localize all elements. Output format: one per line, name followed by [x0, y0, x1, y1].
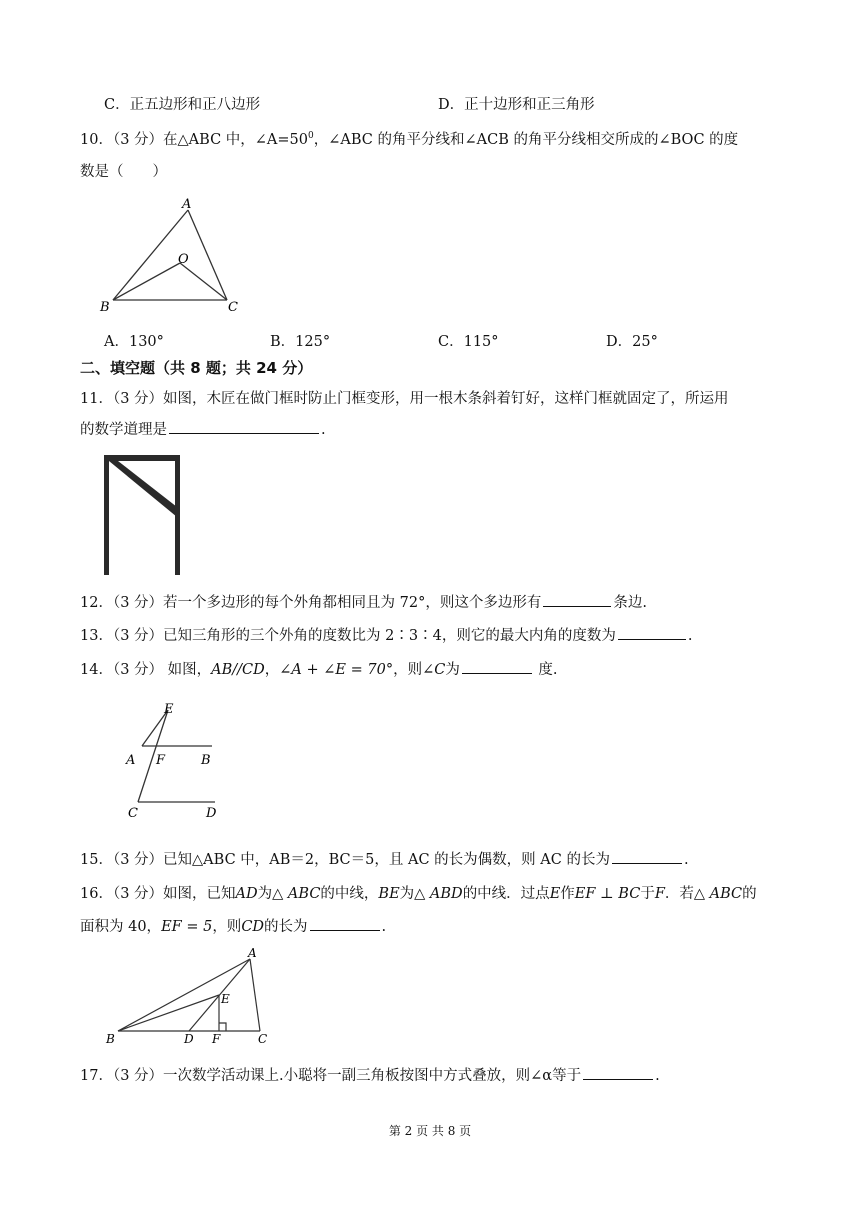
q14-label-c: C	[128, 806, 138, 821]
q16-math-e: E	[549, 886, 561, 902]
q11-period: .	[321, 422, 326, 438]
q16-text-f: 作	[560, 886, 575, 902]
q10-side-ac	[188, 210, 227, 300]
q17-answer-blank[interactable]	[583, 1065, 653, 1080]
q16-math-triangle-abc: △ ABC	[272, 886, 321, 902]
q14-math-angle-c: ∠C	[422, 662, 446, 678]
q16-text-e: 的中线．过点	[462, 886, 550, 902]
q16-math-cd: CD	[241, 919, 265, 935]
q16-right-angle-mark	[219, 1023, 226, 1031]
q16-side-ba	[118, 959, 250, 1031]
q16-math-triangle-abd: △ ABD	[414, 886, 463, 902]
section-heading-fill-in: 二、填空题（共 8 题；共 24 分）	[80, 359, 313, 377]
q14-line	[80, 658, 558, 679]
q10-triangle-figure	[96, 193, 256, 318]
q14-label-b: B	[201, 753, 211, 768]
q16-math-triangle-abc-2: △ ABC	[693, 886, 743, 902]
q16-text-b: 为	[257, 886, 273, 902]
q14-answer-blank[interactable]	[462, 659, 532, 674]
q11-diagonal-brace	[109, 461, 177, 517]
q16-text-length: 的长为	[264, 919, 308, 935]
q9-option-c: C．正五边形和正八边形	[104, 97, 261, 113]
q12-suffix: 条边.	[613, 595, 647, 611]
q16-math-ad: AD	[235, 886, 258, 902]
q16-label-e: E	[221, 992, 230, 1006]
q16-label-d: D	[184, 1032, 194, 1046]
q10-line2: 数是（ ）	[80, 164, 167, 180]
q10-segment-bo	[113, 263, 180, 300]
q16-answer-blank[interactable]	[310, 916, 380, 931]
q16-text-a: 16．（3 分）如图，已知	[80, 886, 236, 902]
q14-label-a: A	[126, 753, 136, 768]
q10-option-a: A．130°	[104, 334, 164, 350]
q14-parallel-lines-figure	[120, 700, 230, 825]
q16-label-a: A	[248, 946, 257, 960]
q12-text: 12．（3 分）若一个多边形的每个外角都相同且为 72°，则这个多边形有	[80, 595, 542, 611]
q10-text-a: 10．（3 分）在△ABC 中，∠A=50	[80, 132, 309, 148]
q11-line2	[80, 418, 326, 439]
q14-label-f: F	[156, 753, 166, 768]
q10-segment-oc	[180, 263, 227, 300]
q11-frame-left	[104, 455, 109, 575]
q17-line	[80, 1064, 660, 1085]
q10-side-ab	[113, 210, 188, 300]
q16-text-g: 于	[640, 886, 655, 902]
q11-line1: 11．（3 分）如图，木匠在做门框时防止门框变形，用一根木条斜着钉好，这样门框就固定了，所运用	[80, 391, 729, 407]
q13-suffix: .	[687, 628, 693, 644]
q16-text-c: 的中线，	[320, 886, 379, 902]
q15-answer-blank[interactable]	[612, 849, 682, 864]
q14-label-d: D	[206, 806, 217, 821]
q10-label-o: O	[178, 252, 189, 267]
q10-label-a: A	[182, 197, 192, 212]
q11-door-frame-figure	[104, 455, 182, 577]
q10-superscript: 0	[308, 131, 314, 142]
q16-triangle-figure	[102, 945, 282, 1049]
q10-line1	[80, 128, 738, 149]
q14-text-c: ，则	[393, 662, 423, 678]
q16-math-be: BE	[378, 886, 400, 902]
q10-option-c: C．115°	[438, 334, 499, 350]
q12-answer-blank[interactable]	[543, 592, 611, 607]
q16-line1	[80, 882, 757, 903]
q14-math-angle-sum: ∠A + ∠E = 70°	[279, 662, 394, 678]
q16-period: .	[381, 919, 387, 935]
q11-frame-top	[104, 455, 180, 461]
q15-suffix: .	[683, 852, 689, 868]
q16-side-ac	[250, 959, 260, 1031]
q17-suffix: .	[655, 1068, 660, 1084]
q9-option-d: D．正十边形和正三角形	[438, 97, 595, 113]
q16-text-d: 为	[399, 886, 415, 902]
q13-line	[80, 624, 692, 645]
page-footer: 第 2 页 共 8 页	[388, 1124, 472, 1138]
q15-line	[80, 848, 689, 869]
q10-option-b: B．125°	[270, 334, 331, 350]
q16-line2	[80, 915, 386, 936]
q16-label-b: B	[106, 1032, 115, 1046]
q14-text-b: ，	[264, 662, 280, 678]
q13-answer-blank[interactable]	[618, 625, 686, 640]
q14-label-e: E	[164, 702, 174, 717]
q16-text-then: ，则	[212, 919, 242, 935]
q10-option-d: D．25°	[606, 334, 658, 350]
q16-math-f: F	[654, 886, 665, 902]
q14-text-e: 度.	[533, 662, 558, 678]
q10-label-b: B	[100, 300, 110, 315]
q12-line	[80, 591, 647, 612]
q16-label-c: C	[258, 1032, 268, 1046]
q11-text: 的数学道理是	[80, 422, 167, 438]
q13-text: 13．（3 分）已知三角形的三个外角的度数比为 2∶3∶4，则它的最大内角的度数为	[80, 628, 616, 644]
q10-text-b: ，∠ABC 的角平分线和∠ACB 的角平分线相交所成的∠BOC 的度	[313, 132, 739, 148]
q16-text-area: 面积为 40，	[80, 919, 162, 935]
q16-math-ef: EF = 5	[161, 919, 213, 935]
q14-text-a: 14．（3 分） 如图，	[80, 662, 212, 678]
q10-label-c: C	[228, 300, 238, 315]
q14-text-d: 为	[445, 662, 460, 678]
q16-text-i: 的	[742, 886, 757, 902]
q17-text: 17．（3 分）一次数学活动课上.小聪将一副三角板按图中方式叠放，则∠α等于	[80, 1068, 582, 1084]
q16-label-f: F	[212, 1032, 221, 1046]
q16-text-h: ．若	[664, 886, 694, 902]
q16-math-perpendicular: EF ⊥ BC	[574, 886, 641, 902]
q15-text: 15．（3 分）已知△ABC 中，AB＝2，BC＝5，且 AC 的长为偶数，则 AC 的长为	[80, 852, 610, 868]
q14-math-parallel: AB//CD	[211, 662, 265, 678]
q11-answer-blank[interactable]	[169, 419, 319, 434]
